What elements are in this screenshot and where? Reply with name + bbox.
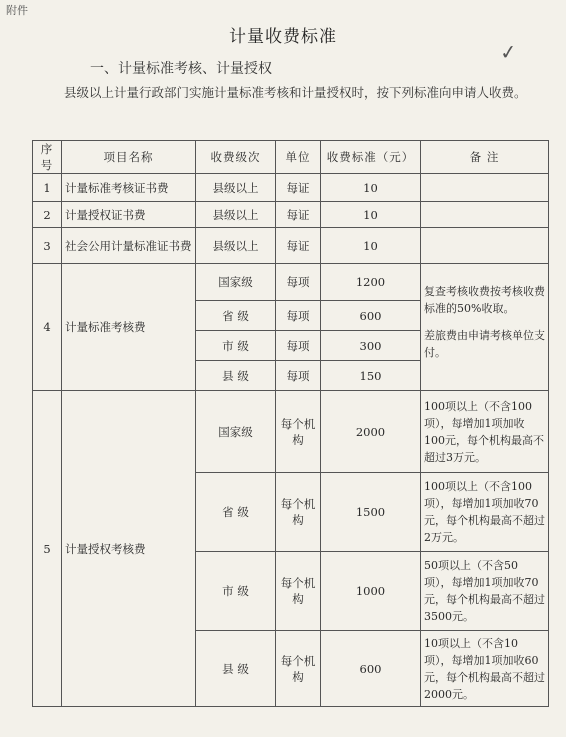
row-no: 2: [33, 202, 62, 228]
row-fee: 10: [321, 228, 421, 264]
header-no: 序号: [33, 141, 62, 174]
header-item: 项目名称: [62, 141, 196, 174]
row-unit: 每项: [276, 331, 321, 361]
row-unit: 每证: [276, 174, 321, 202]
row-fee: 2000: [321, 391, 421, 473]
row-fee: 1000: [321, 552, 421, 631]
table-row: [33, 174, 549, 202]
fee-table: [32, 140, 549, 707]
row-unit: 每证: [276, 228, 321, 264]
row-item: 计量标准考核费: [62, 264, 196, 391]
row-unit: 每项: [276, 301, 321, 331]
row-note: [421, 228, 549, 264]
row-no: 4: [33, 264, 62, 391]
page-title: 计量收费标准: [229, 27, 337, 47]
table-row: [33, 202, 549, 228]
row-item: 计量授权考核费: [62, 391, 196, 707]
row-level: 市 级: [196, 331, 276, 361]
table-header-row: [33, 141, 549, 174]
row-item: 社会公用计量标准证书费: [62, 228, 196, 264]
row-unit: 每项: [276, 264, 321, 301]
row-no: 1: [33, 174, 62, 202]
header-fee: 收费标准（元）: [321, 141, 421, 174]
header-level: 收费级次: [196, 141, 276, 174]
table-row: [33, 264, 549, 301]
row-fee: 600: [321, 301, 421, 331]
row-unit: 每个机构: [276, 391, 321, 473]
row-level: 市 级: [196, 552, 276, 631]
row-unit: 每个机构: [276, 631, 321, 707]
note-travel: 差旅费由申请考核单位支付。: [424, 329, 545, 359]
row-fee: 10: [321, 202, 421, 228]
row-item: 计量授权证书费: [62, 202, 196, 228]
attachment-label: 附件: [6, 4, 28, 17]
table-row: [33, 228, 549, 264]
row-note: 100项以上（不含100项），每增加1项加收100元，每个机构最高不超过3万元。: [421, 391, 549, 473]
row-no: 5: [33, 391, 62, 707]
row-level: 县级以上: [196, 228, 276, 264]
note-review: 复查考核收费按考核收费标准的50%收取。: [424, 285, 545, 315]
row-unit: 每个机构: [276, 552, 321, 631]
row-level: 县 级: [196, 631, 276, 707]
row-level: 省 级: [196, 301, 276, 331]
row-fee: 600: [321, 631, 421, 707]
row-note: 50项以上（不含50项），每增加1项加收70元，每个机构最高不超过3500元。: [421, 552, 549, 631]
row-fee: 150: [321, 361, 421, 391]
row-level: 国家级: [196, 264, 276, 301]
row-level: 县级以上: [196, 174, 276, 202]
row-unit: 每证: [276, 202, 321, 228]
row-unit: 每项: [276, 361, 321, 391]
header-note: 备 注: [421, 141, 549, 174]
row-note: [421, 264, 549, 391]
row-note: 100项以上（不含100项），每增加1项加收70元，每个机构最高不超过2万元。: [421, 473, 549, 552]
row-level: 国家级: [196, 391, 276, 473]
row-item: 计量标准考核证书费: [62, 174, 196, 202]
table-row: [33, 391, 549, 473]
row-level: 省 级: [196, 473, 276, 552]
section-heading: 一、计量标准考核、计量授权: [90, 61, 272, 77]
header-unit: 单位: [276, 141, 321, 174]
row-note: 10项以上（不含10项），每增加1项加收60元，每个机构最高不超过2000元。: [421, 631, 549, 707]
row-no: 3: [33, 228, 62, 264]
row-level: 县级以上: [196, 202, 276, 228]
row-level: 县 级: [196, 361, 276, 391]
row-fee: 1200: [321, 264, 421, 301]
row-note: [421, 202, 549, 228]
row-unit: 每个机构: [276, 473, 321, 552]
row-fee: 300: [321, 331, 421, 361]
row-fee: 1500: [321, 473, 421, 552]
row-fee: 10: [321, 174, 421, 202]
row-note: [421, 174, 549, 202]
check-mark-icon: ✓: [498, 39, 518, 65]
intro-paragraph: 县级以上计量行政部门实施计量标准考核和计量授权时，按下列标准向申请人收费。: [64, 85, 527, 100]
